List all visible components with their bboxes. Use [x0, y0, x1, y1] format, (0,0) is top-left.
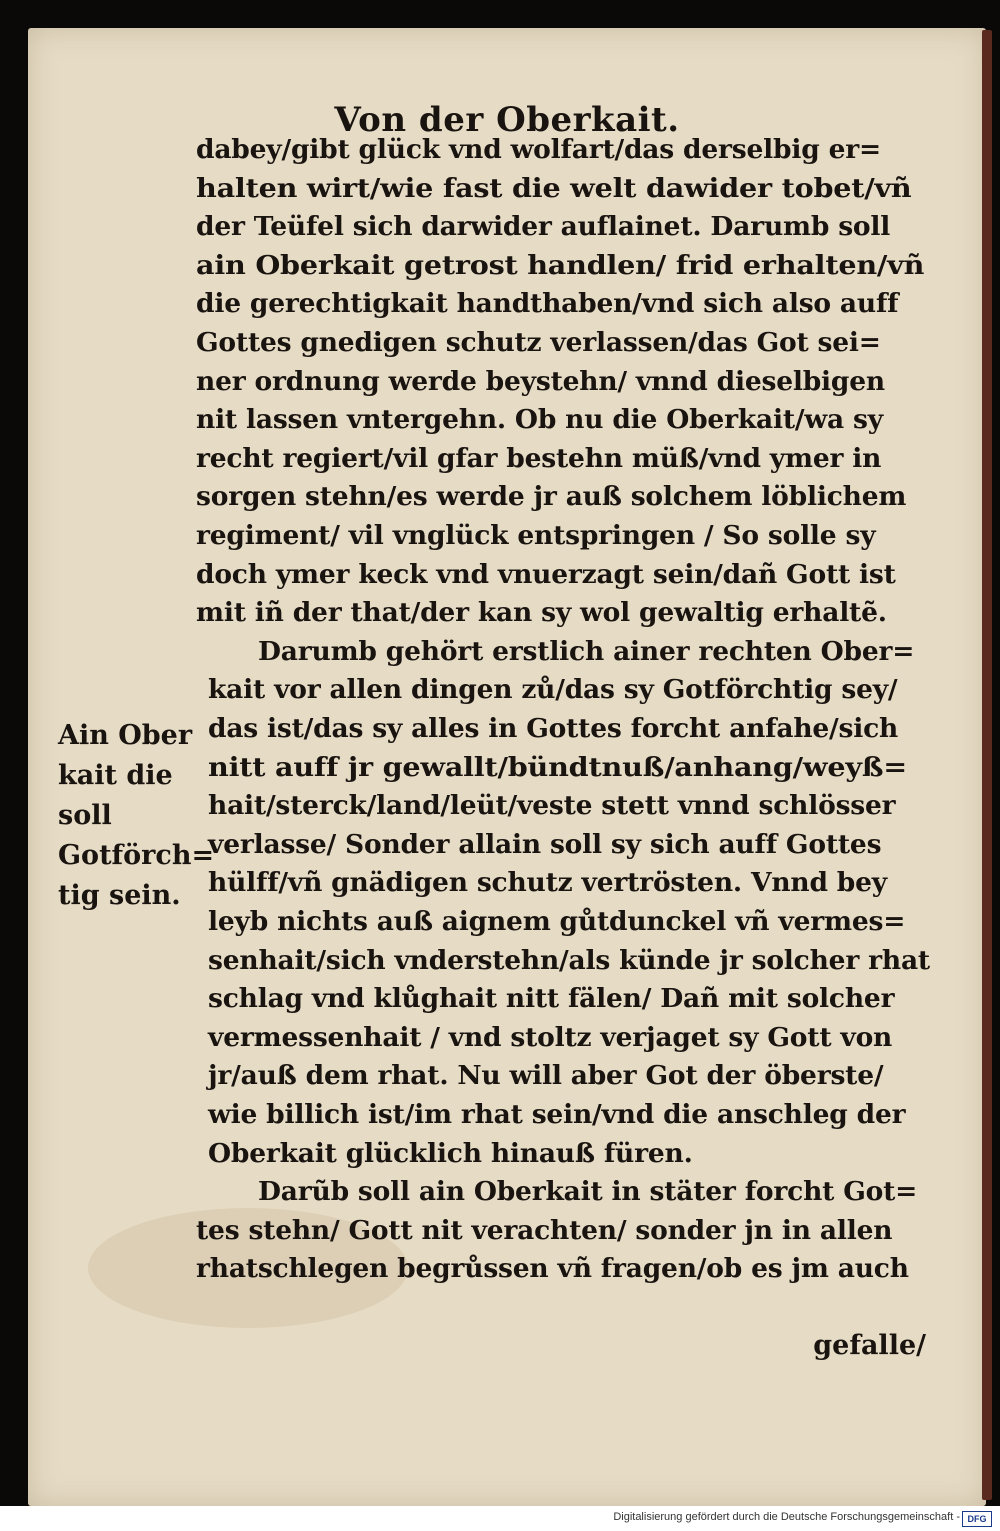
margin-note: [58, 716, 233, 916]
text-line: vermessenhait / vnd stoltz verjaget sy Gott von: [208, 1021, 893, 1053]
text-line: mit iñ der that/der kan sy wol gewaltig erhaltẽ.: [196, 597, 887, 629]
text-line: ain Oberkait getrost handlen/ frid erhalten/vñ: [196, 249, 925, 281]
text-line: kait vor allen dingen zů/das sy Gotförchtig sey/: [208, 674, 898, 706]
text-line: die gerechtigkait handthaben/vnd sich also auff: [196, 288, 899, 320]
text-line: Darũb soll ain Oberkait in stäter forcht Got=: [258, 1176, 918, 1208]
text-line: leyb nichts auß aignem gůtdunckel vñ vermes=: [208, 906, 906, 937]
text-line: nit lassen vntergehn. Ob nu die Oberkait/wa sy: [196, 404, 883, 436]
text-line: Oberkait glücklich hinauß füren.: [208, 1137, 693, 1169]
dfg-logo-icon: DFG: [962, 1511, 992, 1527]
text-line: dabey/gibt glück vnd wolfart/das derselbig er=: [196, 134, 881, 165]
text-line: das ist/das sy alles in Gottes forcht anfahe/sich: [208, 713, 899, 744]
text-line: doch ymer keck vnd vnuerzagt sein/dañ Gott ist: [196, 558, 896, 590]
footer-credit: Digitalisierung gefördert durch die Deutsche Forschungsgemeinschaft -: [613, 1511, 960, 1523]
text-line: regiment/ vil vnglück entspringen / So solle sy: [196, 520, 876, 551]
text-line: senhait/sich vnderstehn/als künde jr solcher rhat: [208, 944, 930, 976]
text-line: tes stehn/ Gott nit verachten/ sonder jn in allen: [196, 1214, 893, 1246]
text-line: Gottes gnedigen schutz verlassen/das Got sei=: [196, 327, 881, 358]
text-line: hait/sterck/land/leüt/veste stett vnnd schlösser: [208, 790, 896, 822]
text-line: hülff/vñ gnädigen schutz vertrösten. Vnnd bey: [208, 867, 887, 899]
text-line: schlag vnd klůghait nitt fälen/ Dañ mit solcher: [208, 983, 895, 1015]
text-line: wie billich ist/im rhat sein/vnd die anschleg der: [208, 1099, 906, 1130]
text-line: Darumb gehört erstlich ainer rechten Ober=: [258, 635, 915, 667]
text-line: halten wirt/wie fast die welt dawider tobet/vñ: [196, 172, 912, 204]
text-line: ner ordnung werde beystehn/ vnnd dieselbigen: [196, 365, 885, 397]
margin-note-line: Gotförch=: [58, 840, 215, 871]
book-page: [28, 28, 986, 1506]
catchword: gefalle/: [813, 1330, 926, 1361]
text-line: sorgen stehn/es werde jr auß solchem löblichem: [196, 481, 907, 513]
margin-note-line: Ain Ober: [58, 720, 193, 751]
text-line: jr/auß dem rhat. Nu will aber Got der öberste/: [208, 1060, 884, 1092]
margin-note-line: tig sein.: [58, 880, 181, 911]
running-head: Von der Oberkait.: [334, 100, 680, 140]
margin-note-line: kait die soll: [58, 760, 173, 831]
text-line: nitt auff jr gewallt/bündtnuß/anhang/weyß=: [208, 751, 908, 783]
text-line: rhatschlegen begrůssen vñ fragen/ob es jm auch: [196, 1253, 909, 1285]
text-line: verlasse/ Sonder allain soll sy sich auff Gottes: [208, 828, 882, 860]
book-edge: [982, 30, 992, 1500]
text-line: recht regiert/vil gfar bestehn müß/vnd ymer in: [196, 442, 882, 474]
text-line: der Teüfel sich darwider auflainet. Darumb soll: [196, 211, 891, 243]
footer-bar: [0, 1506, 1000, 1531]
